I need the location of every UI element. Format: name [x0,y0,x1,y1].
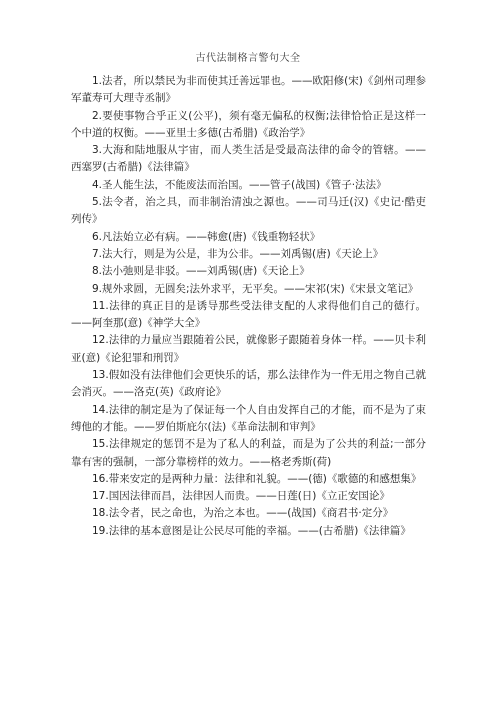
quote-item: 1.法者，所以禁民为非而使其迁善远罪也。——欧阳修(宋)《剑州司理参军董寿可大理寺丞制》 [71,75,426,105]
quote-item: 2.要使事物合乎正义(公平)，须有毫无偏私的权衡;法律恰恰正是这样一个中道的权衡。——亚里士多德(古希腊)《政治学》 [71,109,426,139]
quote-item: 11.法律的真正目的是诱导那些受法律支配的人求得他们自己的德行。——阿奎那(意)《神学大全》 [71,299,426,330]
quote-item: 17.国因法律而昌，法律因人而贵。——日莲(日)《立正安国论》 [92,490,390,503]
quote-item: 12.法律的力量应当跟随着公民，就像影子跟随着身体一样。——贝卡利亚(意)《论犯罪和刑罚》 [71,334,426,364]
quote-item: 6.凡法始立必有病。——韩愈(唐)《钱重物轻状》 [92,230,321,243]
quote-item: 7.法大行，则是为公是，非为公非。——刘禹锡(唐)《天论上》 [92,247,384,260]
quote-list [71,73,426,540]
quote-item: 5.法令者，治之具，而非制治清浊之源也。——司马迁(汉)《史记·酷吏列传》 [71,196,426,226]
document-title: 古代法制格言警句大全 [195,53,301,64]
quote-item: 19.法律的基本意图是让公民尽可能的幸福。——(古希腊)《法律篇》 [92,524,411,537]
quote-item: 9.规外求圆，无圆矣;法外求平，无平矣。——宋祁(宋)《宋景文笔记》 [92,282,419,295]
quote-item: 14.法律的制定是为了保证每一个人自由发挥自己的才能，而不是为了束缚他的才能。——罗伯斯庇尔(法)《革命法制和审判》 [71,403,426,433]
quote-item: 3.大海和陆地服从宇宙，而人类生活是受最高法律的命令的管辖。——西塞罗(古希腊)《法律篇》 [71,144,426,174]
quote-item: 16.带来安定的是两种力量：法律和礼貌。——(德)《歌德的和感想集》 [92,472,422,485]
quote-item: 15.法律规定的惩罚不是为了私人的利益，而是为了公共的利益;一部分靠有害的强制，一部分靠榜样的效力。——格老秀斯(荷) [71,438,426,468]
quote-item: 18.法令者，民之命也，为治之本也。——(战国)《商君书·定分》 [92,507,394,520]
quote-item: 4.圣人能生法，不能废法而治国。——管子(战国)《管子·法法》 [92,178,387,191]
quote-item: 8.法小弛则是非驳。——刘禹锡(唐)《天论上》 [92,265,310,278]
quote-item: 13.假如没有法律他们会更快乐的话，那么法律作为一件无用之物自己就会消灭。——洛克(英)《政府论》 [71,369,426,399]
